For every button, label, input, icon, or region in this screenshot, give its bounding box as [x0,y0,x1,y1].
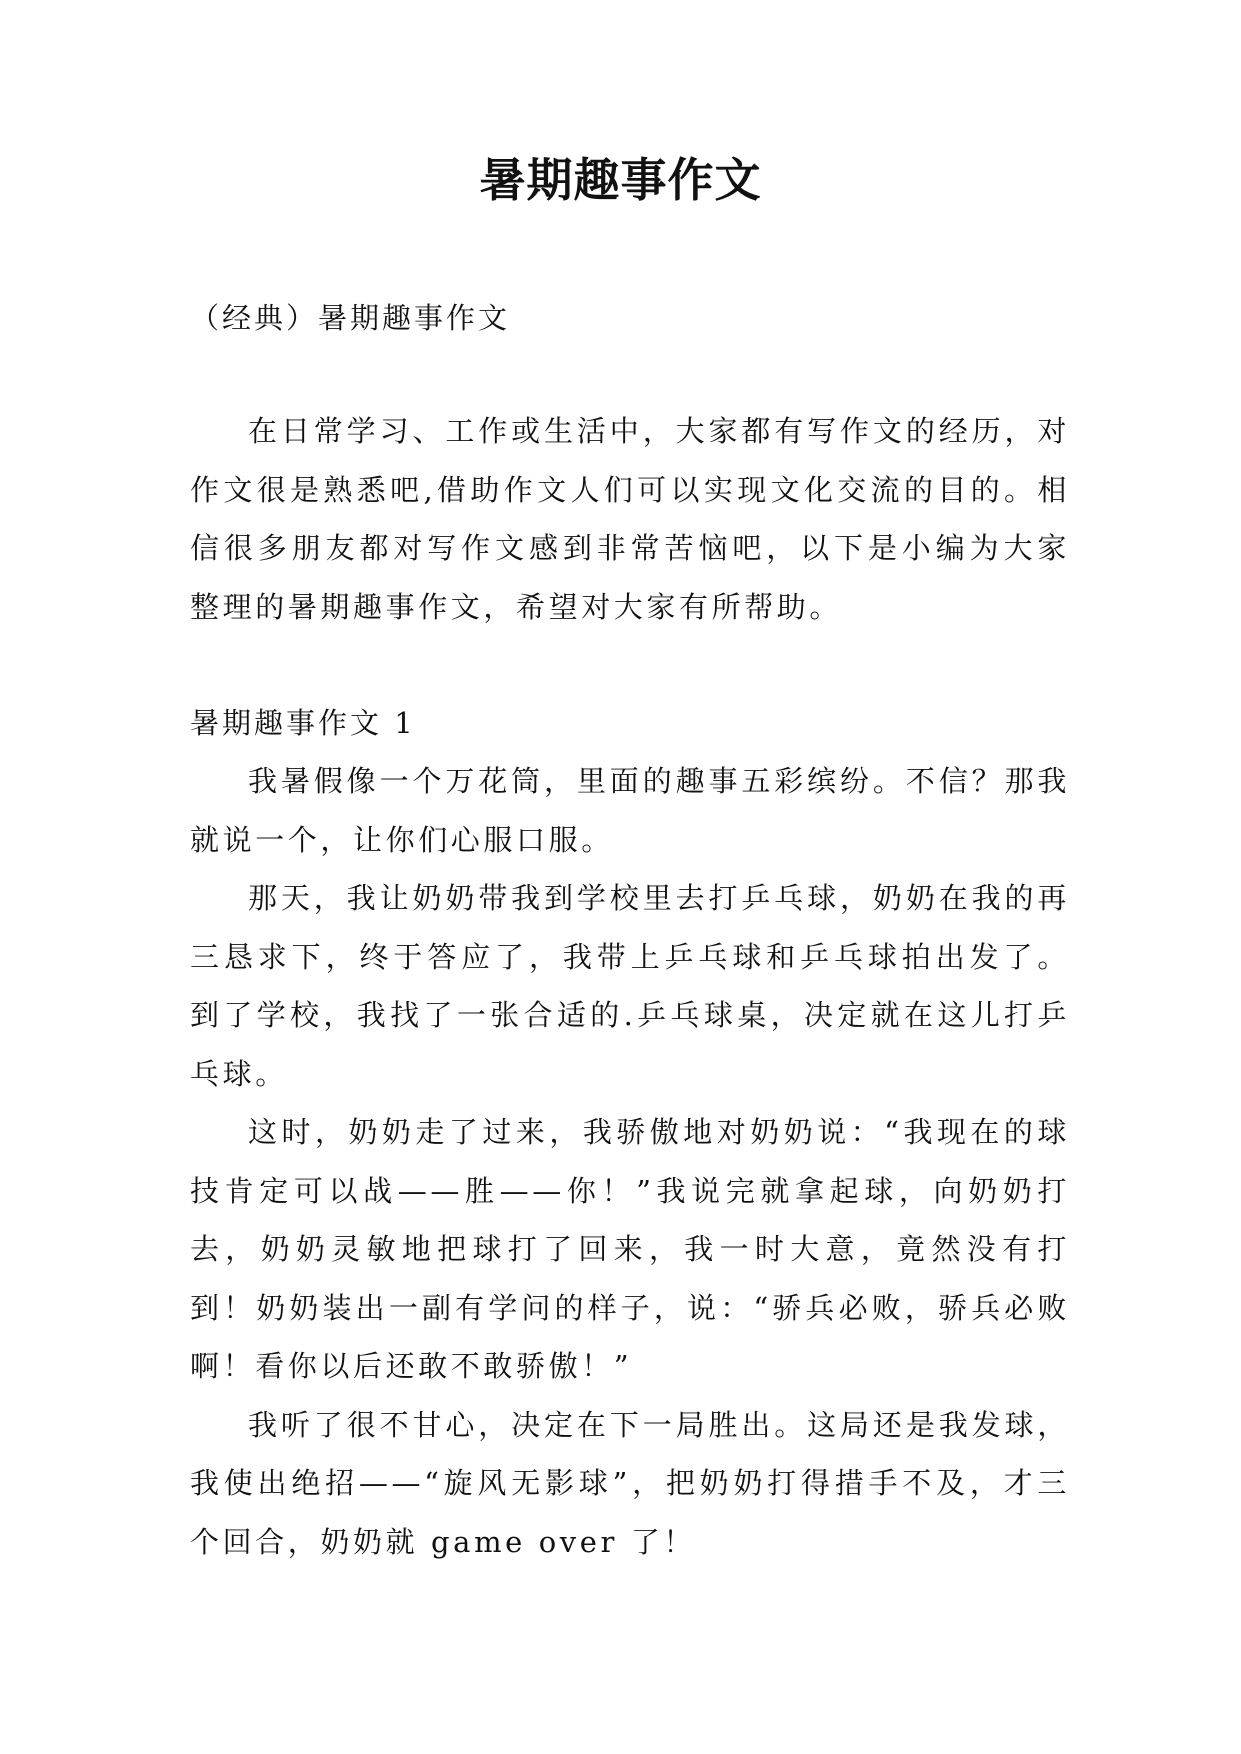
section-heading: 暑期趣事作文 1 [190,706,416,740]
document-body [190,288,1070,1571]
intro-paragraph: 在日常学习、工作或生活中，大家都有写作文的经历，对作文很是熟悉吧,借助作文人们可以实现文化交流的目的。相信很多朋友都对写作文感到非常苦恼吧，以下是小编为大家整理的暑期趣事作文，希望对大家有所帮助。 [190,414,1070,624]
document-title: 暑期趣事作文 [479,153,762,207]
body-paragraph: 那天，我让奶奶带我到学校里去打乒乓球，奶奶在我的再三恳求下，终于答应了，我带上乒乓球和乒乓球拍出发了。到了学校，我找了一张合适的.乒乓球桌，决定就在这儿打乒乓球。 [190,881,1070,1091]
body-paragraph: 我听了很不甘心，决定在下一局胜出。这局还是我发球，我使出绝招——“旋风无影球”，把奶奶打得措手不及，才三个回合，奶奶就 game over 了！ [190,1407,1070,1559]
body-paragraph: 这时，奶奶走了过来，我骄傲地对奶奶说：“我现在的球技肯定可以战——胜——你！”我说完就拿起球，向奶奶打去，奶奶灵敏地把球打了回来，我一时大意，竟然没有打到！奶奶装出一副有学问的样子，说：“骄兵必败，骄兵必败啊！看你以后还敢不敢骄傲！” [190,1115,1070,1383]
document-subtitle: （经典）暑期趣事作文 [190,301,511,335]
essay-section [190,694,1070,1571]
body-paragraph: 我暑假像一个万花筒，里面的趣事五彩缤纷。不信？那我就说一个，让你们心服口服。 [190,764,1070,857]
